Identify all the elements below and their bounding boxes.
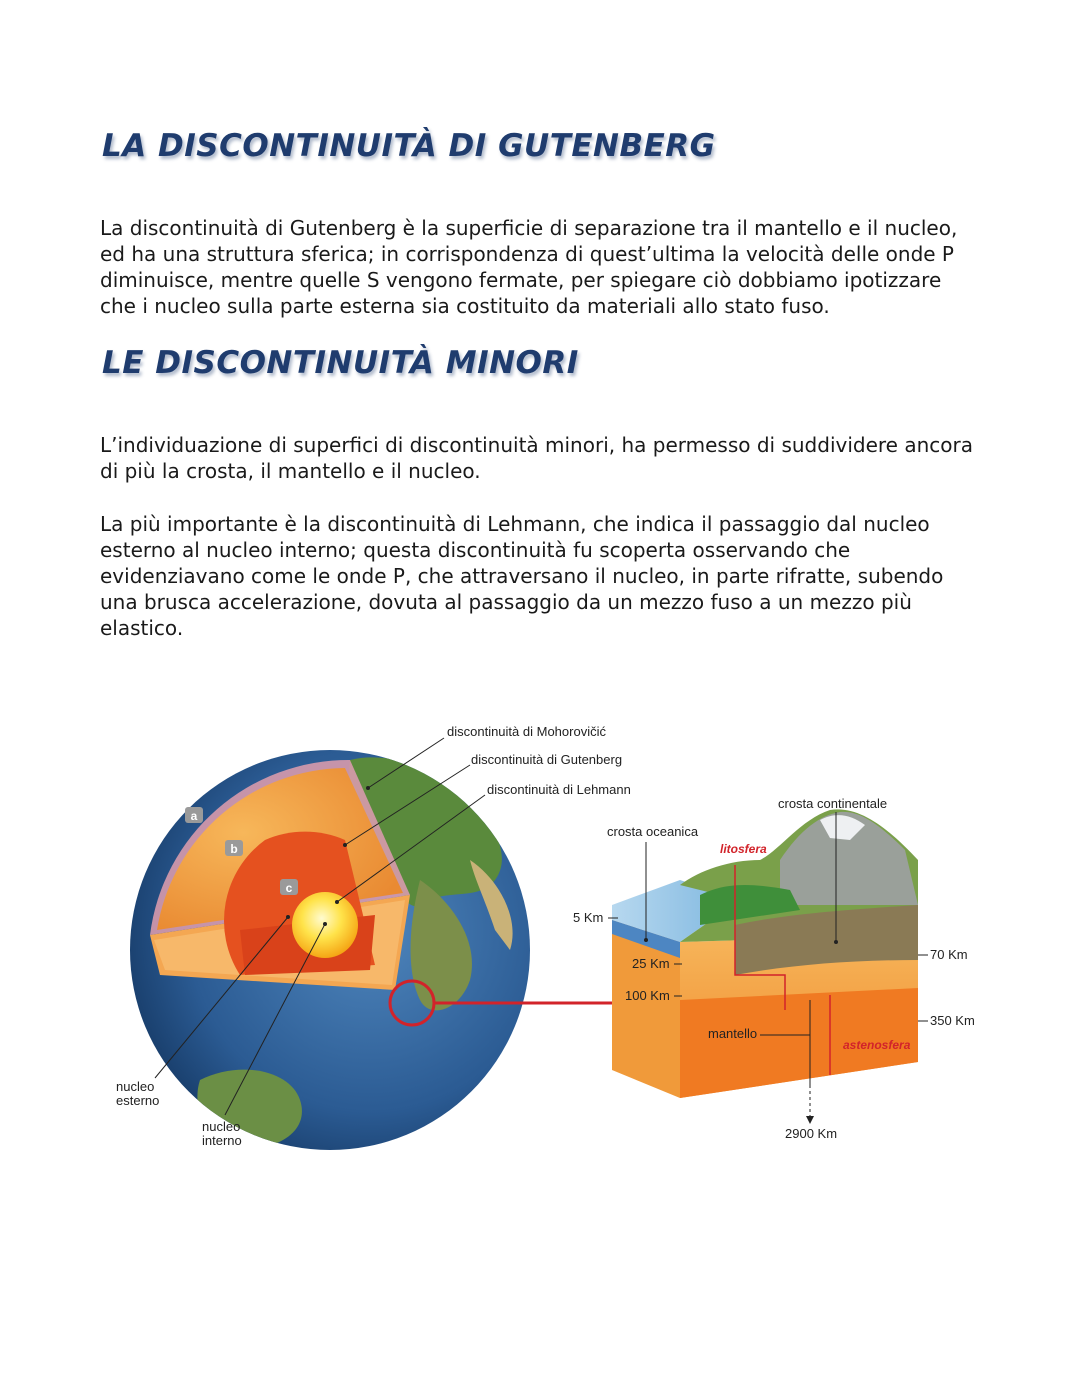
globe xyxy=(130,750,612,1150)
label-depth-5km: 5 Km xyxy=(573,910,604,925)
paragraph-lehmann: La più importante è la discontinuità di Lehmann, che indica il passaggio dal nucleo esterno al nucleo interno; questa discontinuità fu scoperta osservando che evidenziavano come le onde P, che attraversano il nucleo, in parte rifratte, subendo una brusca accelerazione, dovuta al passaggio da un mezzo fuso a un mezzo più elastico. xyxy=(100,512,944,640)
label-mohorovicic: discontinuità di Mohorovičić xyxy=(447,724,606,739)
label-lehmann: discontinuità di Lehmann xyxy=(487,782,631,797)
label-depth-100km: 100 Km xyxy=(625,988,670,1003)
label-inner-core-1: nucleo xyxy=(202,1119,241,1134)
label-outer-core-2: esterno xyxy=(116,1093,160,1108)
label-gutenberg: discontinuità di Gutenberg xyxy=(471,752,623,767)
svg-text:a: a xyxy=(190,809,198,823)
label-mantle: mantello xyxy=(708,1026,758,1041)
label-depth-25km: 25 Km xyxy=(632,956,670,971)
label-depth-2900km: 2900 Km xyxy=(785,1126,838,1141)
label-outer-core-1: nucleo xyxy=(116,1079,155,1094)
label-oceanic-crust: crosta oceanica xyxy=(607,824,699,839)
label-inner-core-2: interno xyxy=(202,1133,242,1148)
label-depth-350km: 350 Km xyxy=(930,1013,975,1028)
label-asthenosphere: astenosfera xyxy=(843,1038,911,1052)
paragraph-minor-discontinuities: L’individuazione di superfici di discontinuità minori, ha permesso di suddividere ancora di più la crosta, il mantello e il nucleo. xyxy=(100,433,973,483)
svg-text:c: c xyxy=(285,881,293,895)
section-title-minor-discontinuities: LE DISCONTINUITÀ MINORI xyxy=(102,345,579,381)
label-lithosphere: litosfera xyxy=(720,842,767,856)
section-title-gutenberg: LA DISCONTINUITÀ DI GUTENBERG xyxy=(102,128,716,164)
label-depth-70km: 70 Km xyxy=(930,947,968,962)
svg-text:b: b xyxy=(230,842,238,856)
paragraph-gutenberg: La discontinuità di Gutenberg è la superficie di separazione tra il mantello e il nucleo, ed ha una struttura sferica; in corrispondenza di quest’ultima la velocità delle onde P diminuisce, mentre quelle S vengono fermate, per spiegare ciò dobbiamo ipotizzare che i nucleo sulla parte esterna sia costituito da materiali allo stato fuso. xyxy=(100,216,958,318)
label-continental-crust: crosta continentale xyxy=(778,796,888,811)
